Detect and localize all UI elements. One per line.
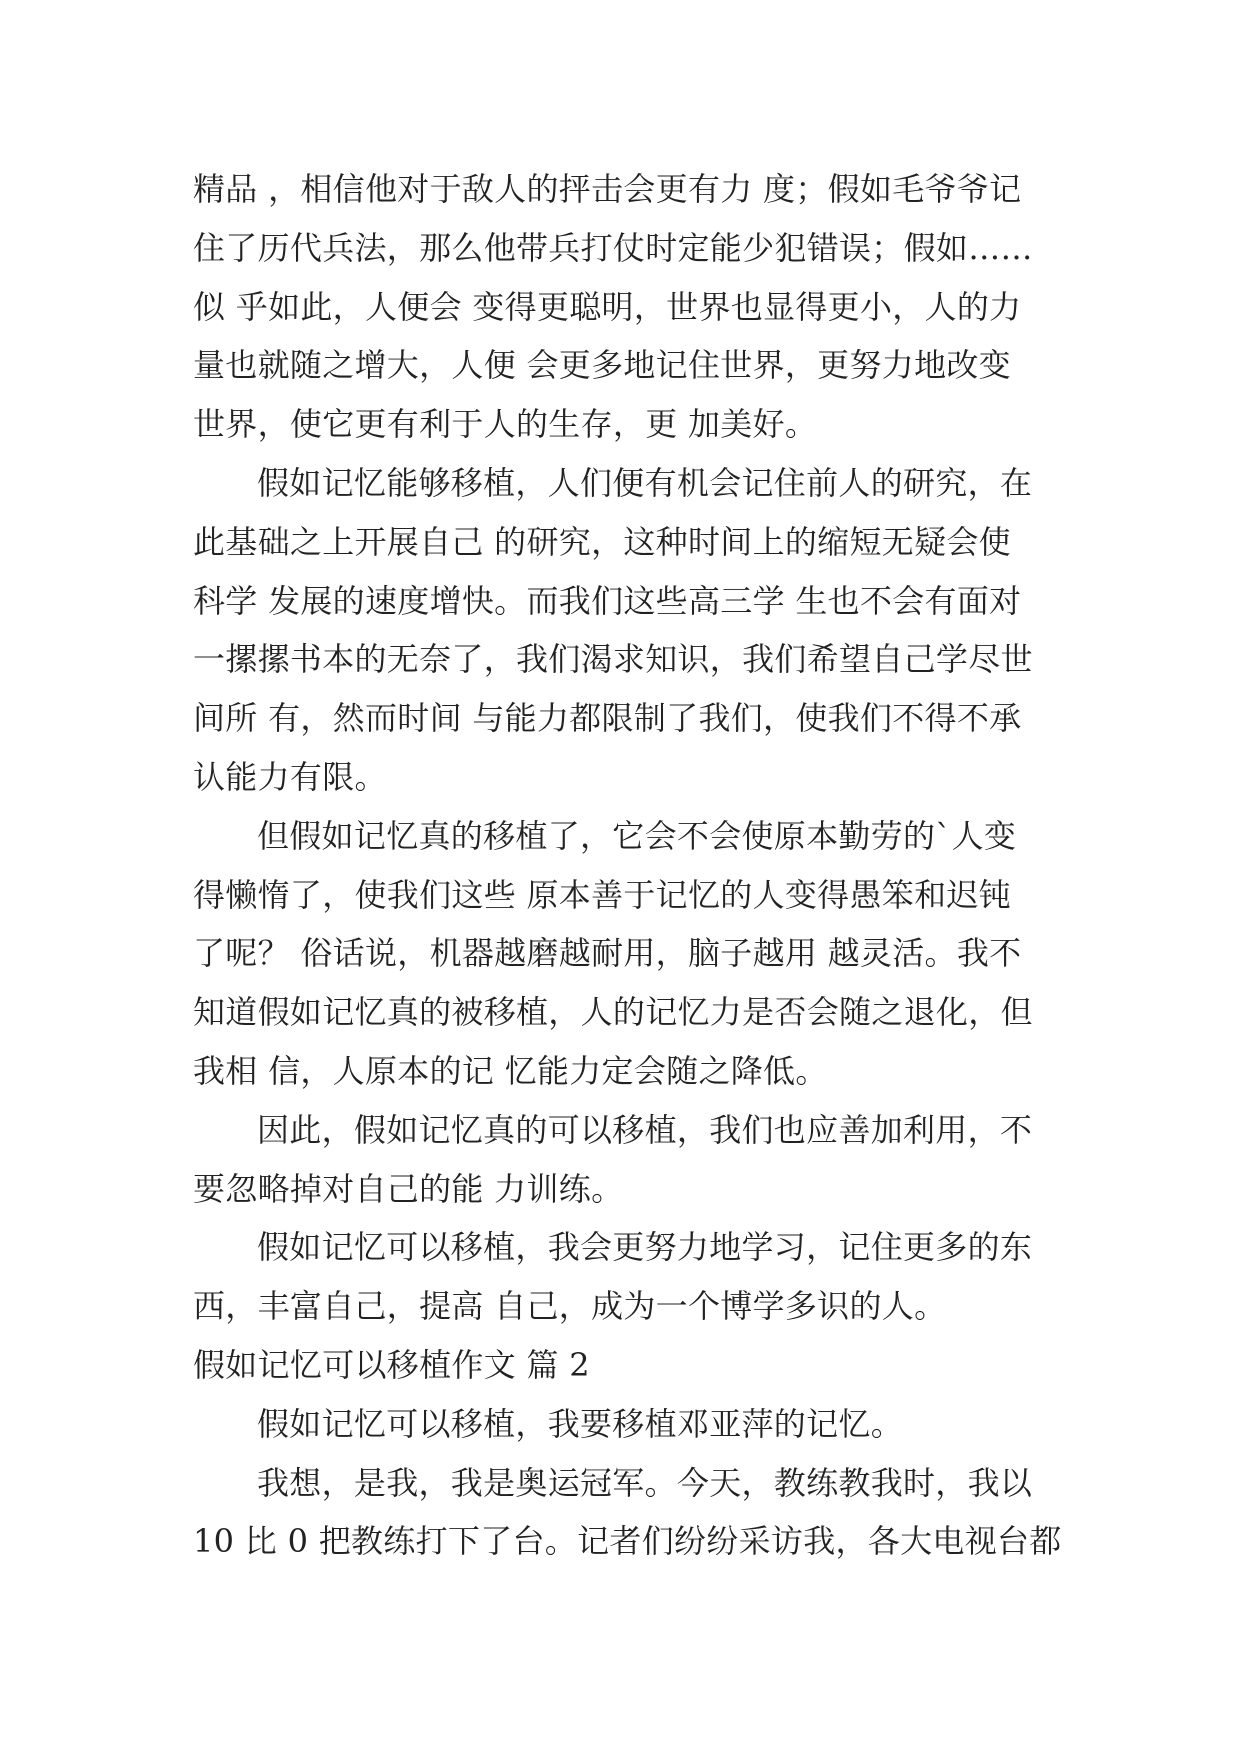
section-heading: 假如记忆可以移植作文 篇 2: [193, 1345, 590, 1384]
text-line: 要忽略掉对自己的能 力训练。: [193, 1169, 624, 1208]
paragraph-first-line: 我想，是我，我是奥运冠军。今天，教练教我时，我以: [257, 1463, 1033, 1502]
paragraph-first-line: 但假如记忆真的移植了，它会不会使原本勤劳的`人变: [257, 816, 1017, 855]
text-line: 间所 有，然而时间 与能力都限制了我们，使我们不得不承: [193, 699, 1022, 738]
text-line: 了呢？ 俗话说，机器越磨越耐用，脑子越用 越灵活。我不: [193, 934, 1022, 973]
text-line: 知道假如记忆真的被移植，人的记忆力是否会随之退化，但: [193, 993, 1033, 1032]
text-line: 科学 发展的速度增快。而我们这些高三学 生也不会有面对: [193, 581, 1022, 620]
paragraph-first-line: 假如记忆可以移植，我要移植邓亚萍的记忆。: [257, 1404, 904, 1443]
text-line: 住了历代兵法，那么他带兵打仗时定能少犯错误；假如……: [193, 228, 1033, 267]
document-body: [193, 160, 1062, 1571]
text-line: 得懒惰了，使我们这些 原本善于记忆的人变得愚笨和迟钝: [193, 875, 1011, 914]
paragraph-first-line: 因此，假如记忆真的可以移植，我们也应善加利用，不: [257, 1110, 1033, 1149]
text-line: 认能力有限。: [193, 757, 387, 796]
text-line: 西，丰富自己，提高 自己，成为一个博学多识的人。: [193, 1287, 947, 1326]
text-line: 10 比 0 把教练打下了台。记者们纷纷采访我，各大电视台都: [193, 1522, 1062, 1561]
text-line: 精品 ，相信他对于敌人的抨击会更有力 度；假如毛爷爷记: [193, 170, 1022, 208]
text-line: 量也就随之增大，人便 会更多地记住世界，更努力地改变: [193, 346, 1011, 385]
paragraph-first-line: 假如记忆可以移植，我会更努力地学习，记住更多的东: [257, 1228, 1033, 1267]
text-line: 一摞摞书本的无奈了，我们渴求知识，我们希望自己学尽世: [193, 640, 1033, 679]
text-line: 世界，使它更有利于人的生存，更 加美好。: [193, 405, 818, 444]
text-line: 似 乎如此，人便会 变得更聪明，世界也显得更小，人的力: [193, 287, 1022, 326]
text-line: 此基础之上开展自己 的研究，这种时间上的缩短无疑会使: [193, 522, 1011, 561]
text-line: 我相 信，人原本的记 忆能力定会随之降低。: [193, 1051, 828, 1090]
paragraph-first-line: 假如记忆能够移植，人们便有机会记住前人的研究，在: [257, 463, 1033, 502]
